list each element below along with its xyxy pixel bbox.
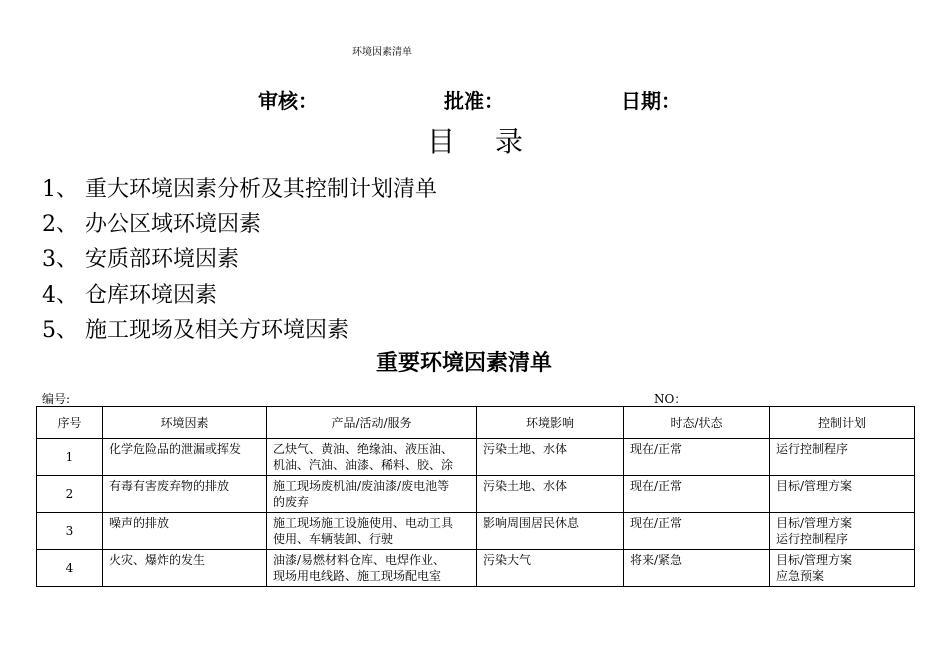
activity-cell: 油漆/易燃材料仓库、电焊作业、 现场用电线路、施工现场配电室 — [267, 550, 477, 587]
impact-cell: 污染土地、水体 — [477, 439, 624, 476]
impact-cell: 影响周围居民休息 — [477, 513, 624, 550]
row-number: 2 — [37, 476, 103, 513]
row-number: 3 — [37, 513, 103, 550]
factor-cell: 火灾、爆炸的发生 — [103, 550, 267, 587]
state-cell: 现在/正常 — [624, 476, 770, 513]
control-cell: 目标/管理方案 运行控制程序 — [770, 513, 915, 550]
table-row — [37, 476, 915, 513]
no-label: NO： — [654, 392, 687, 406]
table-row — [37, 513, 915, 550]
impact-cell: 污染大气 — [477, 550, 624, 587]
toc-item: 2、 办公区域环境因素 — [42, 212, 261, 237]
table-header-row — [37, 407, 915, 439]
approve-label: 批准： — [444, 89, 504, 113]
state-cell: 现在/正常 — [624, 513, 770, 550]
activity-cell: 乙炔气、黄油、绝缘油、液压油、 机油、汽油、油漆、稀料、胶、涂 — [267, 439, 477, 476]
review-label: 审核： — [258, 89, 318, 113]
document-title: 环境因素清单 — [352, 47, 412, 58]
number-label: 编号: — [42, 392, 71, 406]
column-header: 序号 — [37, 407, 103, 439]
state-cell: 现在/正常 — [624, 439, 770, 476]
column-header: 产品/活动/服务 — [267, 407, 477, 439]
control-cell: 目标/管理方案 应急预案 — [770, 550, 915, 587]
row-number: 4 — [37, 550, 103, 587]
toc-item: 5、 施工现场及相关方环境因素 — [42, 318, 349, 343]
row-number: 1 — [37, 439, 103, 476]
factor-cell: 化学危险品的泄漏或挥发 — [103, 439, 267, 476]
environment-factor-table — [36, 406, 915, 587]
impact-cell: 污染土地、水体 — [477, 476, 624, 513]
toc-heading: 目录 — [427, 125, 564, 158]
state-cell: 将来/紧急 — [624, 550, 770, 587]
table-row — [37, 439, 915, 476]
toc-item: 1、 重大环境因素分析及其控制计划清单 — [42, 177, 437, 202]
activity-cell: 施工现场施工设施使用、电动工具 使用、车辆装卸、行驶 — [267, 513, 477, 550]
factor-cell: 有毒有害废弃物的排放 — [103, 476, 267, 513]
section-title: 重要环境因素清单 — [376, 351, 553, 376]
column-header: 环境影响 — [477, 407, 624, 439]
control-cell: 运行控制程序 — [770, 439, 915, 476]
table-row — [37, 550, 915, 587]
column-header: 控制计划 — [770, 407, 915, 439]
column-header: 环境因素 — [103, 407, 267, 439]
activity-cell: 施工现场废机油/废油漆/废电池等 的废弃 — [267, 476, 477, 513]
toc-item: 4、 仓库环境因素 — [42, 283, 217, 308]
factor-cell: 噪声的排放 — [103, 513, 267, 550]
column-header: 时态/状态 — [624, 407, 770, 439]
control-cell: 目标/管理方案 — [770, 476, 915, 513]
date-label: 日期： — [621, 89, 681, 113]
toc-item: 3、 安质部环境因素 — [42, 247, 239, 272]
